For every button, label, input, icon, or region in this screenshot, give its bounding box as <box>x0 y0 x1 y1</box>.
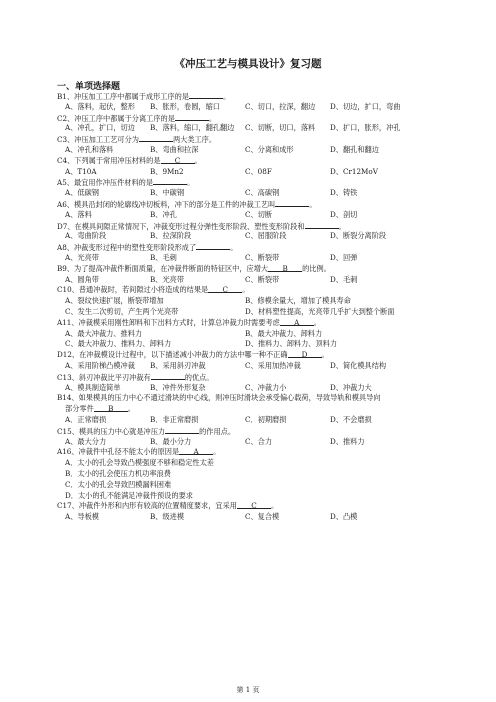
option: C、最大冲裁力、推料力、卸料力 <box>65 339 172 349</box>
question-stem <box>57 447 220 457</box>
question-stem <box>57 318 321 328</box>
page-title: 《冲压工艺与模具设计》复习题 <box>174 58 322 70</box>
question-text-tail: 。 <box>313 317 321 327</box>
answer-blank <box>275 199 309 207</box>
option: D、扩口，胀形，冲孔 <box>330 123 401 133</box>
option: B、拉深阶段 <box>150 231 192 241</box>
answer-blank <box>165 426 199 434</box>
option: C、高碳钢 <box>245 188 280 198</box>
question-text: D12、在冲裁模设计过程中，以下描述减小冲裁力的方法中哪一种不正确 <box>57 350 288 360</box>
option: B、修模余量大，增加了模具寿命 <box>245 296 351 306</box>
question-text: B1、冲压加工工序中都属于成形工序的是 <box>57 92 190 101</box>
option: B、落料，缩口，翻孔翻边 <box>150 123 235 133</box>
option: C、合力 <box>245 436 273 446</box>
answer-blank: A <box>280 318 314 326</box>
option: C．初期磨损 <box>245 415 287 424</box>
option: A、裂纹快速扩展，断裂带增加 <box>65 296 164 306</box>
option: A、导板模 <box>65 512 99 522</box>
question-stem <box>57 501 278 511</box>
question-text-tail: 。 <box>187 178 195 188</box>
question-text-tail: 。 <box>309 200 317 209</box>
question-text-tail: 。 <box>223 92 231 101</box>
option: B．太小的孔会使压力机功率浪费 <box>65 469 171 478</box>
option: B、级进模 <box>150 512 185 522</box>
question-text: D7、在模具间隙正常情况下，冲裁变形过程分弹性变形阶段、塑性变形阶段和 <box>57 221 305 231</box>
question-text: C13、斜刃冲裁比平刃冲裁有 <box>57 372 151 382</box>
option: D、推料力 <box>330 436 365 446</box>
option: A、冲孔和落料 <box>65 145 114 154</box>
option: D、毛刺 <box>330 274 358 284</box>
option: C、断裂带 <box>245 274 280 284</box>
answer-blank: C <box>161 156 195 164</box>
question-text: A16、冲裁件中孔径不能太小的原因是 <box>57 447 180 457</box>
question-text: A5、最宜用作冲压件材料的是 <box>57 178 154 188</box>
option: B、冲件外形复杂 <box>150 382 206 392</box>
question-text: C2、冲压工序中都属于分离工序的是 <box>57 113 175 123</box>
question-stem-continued <box>65 404 135 414</box>
question-stem <box>57 113 216 124</box>
option: D、回弹 <box>330 253 358 262</box>
option: A、T10A <box>65 166 97 176</box>
question-stem <box>57 221 346 232</box>
question-text-tail: 的优点。 <box>184 372 214 382</box>
option: A、模具制造简单 <box>65 382 121 392</box>
question-text-tail: 两大类工序。 <box>172 135 217 145</box>
question-stem <box>57 134 216 145</box>
question-stem <box>57 285 249 295</box>
option: A、冲孔，扩口，切边 <box>65 123 135 133</box>
question-text-tail: 。 <box>338 221 346 231</box>
option: D、冲裁力大 <box>330 382 372 392</box>
option: B、9Mn2 <box>150 166 184 176</box>
option: C、08F <box>245 166 272 176</box>
option: B、冲孔 <box>150 209 177 219</box>
option: A、光亮带 <box>65 253 99 262</box>
question-text-tail: 的作用点。 <box>199 426 236 436</box>
option: B、光亮带 <box>150 274 185 284</box>
page-footer: 第 1 页 <box>236 686 260 694</box>
question-text: B9、为了提高冲裁件断面质量，在冲裁件断面的特征区中，应增大 <box>57 263 269 273</box>
option: D、铸铁 <box>330 188 358 198</box>
option: D、材料塑性提高，光亮带几乎扩大到整个断面 <box>245 307 395 316</box>
question-text: C10、普通冲裁时，若间隙过小将造成的结果是 <box>57 285 209 295</box>
question-stem <box>57 350 329 360</box>
option: C、复合模 <box>245 512 280 522</box>
question-stem <box>57 242 237 253</box>
option: D、Cr12MoV <box>330 166 378 176</box>
option: B、胀形，卷圆，缩口 <box>150 101 220 111</box>
option: B．非正常磨损 <box>150 415 199 424</box>
option: D、剖切 <box>330 209 358 219</box>
question-text-continued: 部分零件 <box>65 404 94 414</box>
answer-blank: A <box>179 447 213 455</box>
answer-blank <box>153 177 187 185</box>
option: D．太小的孔不能满足冲裁件预设的要求 <box>65 490 193 500</box>
section-heading: 一、单项选择题 <box>57 82 121 92</box>
option: D、不会磨损 <box>330 415 372 424</box>
question-text: A8、冲裁变形过程中的塑性变形阶段形成了 <box>57 243 197 253</box>
option: C、切断 <box>245 209 273 219</box>
question-text: B14、如果模具的压力中心不通过滑块的中心线，则冲压时滑块会承受偏心载荷，导致导轨和模具导向 <box>57 393 381 403</box>
question-text-tail: 。 <box>230 243 238 253</box>
question-stem <box>57 156 202 166</box>
option: C、切口，拉深，翻边 <box>245 101 316 111</box>
question-stem <box>57 199 316 210</box>
question-stem <box>57 177 194 188</box>
option: A、采用阶梯凸模冲裁 <box>65 361 135 370</box>
question-text-tail: 。 <box>270 501 279 511</box>
question-text: C15、模具的压力中心就是冲压力 <box>57 426 166 436</box>
answer-blank: B <box>94 404 128 412</box>
question-text-tail: 。 <box>242 285 250 295</box>
option: C、冲裁力小 <box>245 382 287 392</box>
question-text: A6、模具沿封闭的轮廓线冲切板料，冲下的部分是工件的冲裁工艺叫 <box>57 200 276 209</box>
option: A、弯曲阶段 <box>65 231 107 241</box>
option: D、切边，扩口，弯曲 <box>330 101 401 111</box>
question-text: C4、下列属于常用冲压材料的是 <box>57 155 161 165</box>
option: C、采用加热冲裁 <box>245 361 301 370</box>
option: C、断裂带 <box>245 253 280 262</box>
option: B、中碳钢 <box>150 188 185 198</box>
option: A、低碳钢 <box>65 188 99 198</box>
answer-blank <box>175 113 209 121</box>
question-text-tail: 。 <box>208 113 217 123</box>
answer-blank: C <box>208 285 242 293</box>
option: D、凸模 <box>330 512 358 522</box>
question-text: A11、冲裁模采用刚性卸料和下出料方式时，计算总冲裁力时需要考虑 <box>57 317 280 327</box>
question-text: C3、冲压加工工艺可分为 <box>57 135 139 145</box>
option: B、毛刺 <box>150 253 177 262</box>
option: A、最大冲裁力、推料力 <box>65 328 143 338</box>
answer-blank <box>151 372 185 380</box>
option: C、分离和成形 <box>245 145 294 154</box>
option: A、落料 <box>65 209 92 219</box>
answer-blank <box>189 91 223 99</box>
option: A．太小的孔会导致凸模强度不够和稳定性太差 <box>65 458 214 468</box>
question-stem <box>57 393 381 403</box>
option: D、推料力、卸料力、顶料力 <box>245 339 338 349</box>
question-stem <box>57 264 331 274</box>
option: C．太小的孔会导致凹模漏料困难 <box>65 479 172 489</box>
option: B、弯曲和拉深 <box>150 145 199 154</box>
option: D、断裂分离阶段 <box>330 231 387 241</box>
answer-blank: B <box>268 264 302 272</box>
option: A．正常磨损 <box>65 415 107 424</box>
option: B、最大冲裁力、卸料力 <box>245 328 323 338</box>
option: B、最小分力 <box>150 436 192 446</box>
answer-blank: D <box>288 350 322 358</box>
option: C、屈服阶段 <box>245 231 287 241</box>
question-text-tail: 。 <box>321 350 329 360</box>
question-text-tail: 。 <box>213 447 221 457</box>
question-text-tail: 的比例。 <box>302 263 331 273</box>
answer-blank <box>139 134 173 142</box>
option: A、落料，起伏，整形 <box>65 101 135 111</box>
answer-blank <box>196 242 230 250</box>
answer-blank <box>305 221 339 229</box>
option: A、最大分力 <box>65 436 107 446</box>
option: B、采用斜刃冲裁 <box>150 361 206 370</box>
question-text-tail: 。 <box>127 404 135 414</box>
option: C、切断，切口，落料 <box>245 123 316 133</box>
option: A、圆角带 <box>65 274 99 284</box>
question-stem <box>57 372 213 383</box>
option: C、发生二次剪切，产生两个光亮带 <box>65 307 179 316</box>
question-text-tail: 。 <box>194 155 202 165</box>
option: D、翻孔和翻边 <box>330 145 379 154</box>
option: D、简化模具结构 <box>330 361 387 370</box>
question-text: C17、冲裁件外形和内形有较高的位置精度要求，宜采用 <box>57 501 237 511</box>
answer-blank: C <box>237 501 271 509</box>
question-stem <box>57 426 235 437</box>
question-stem <box>57 91 230 102</box>
